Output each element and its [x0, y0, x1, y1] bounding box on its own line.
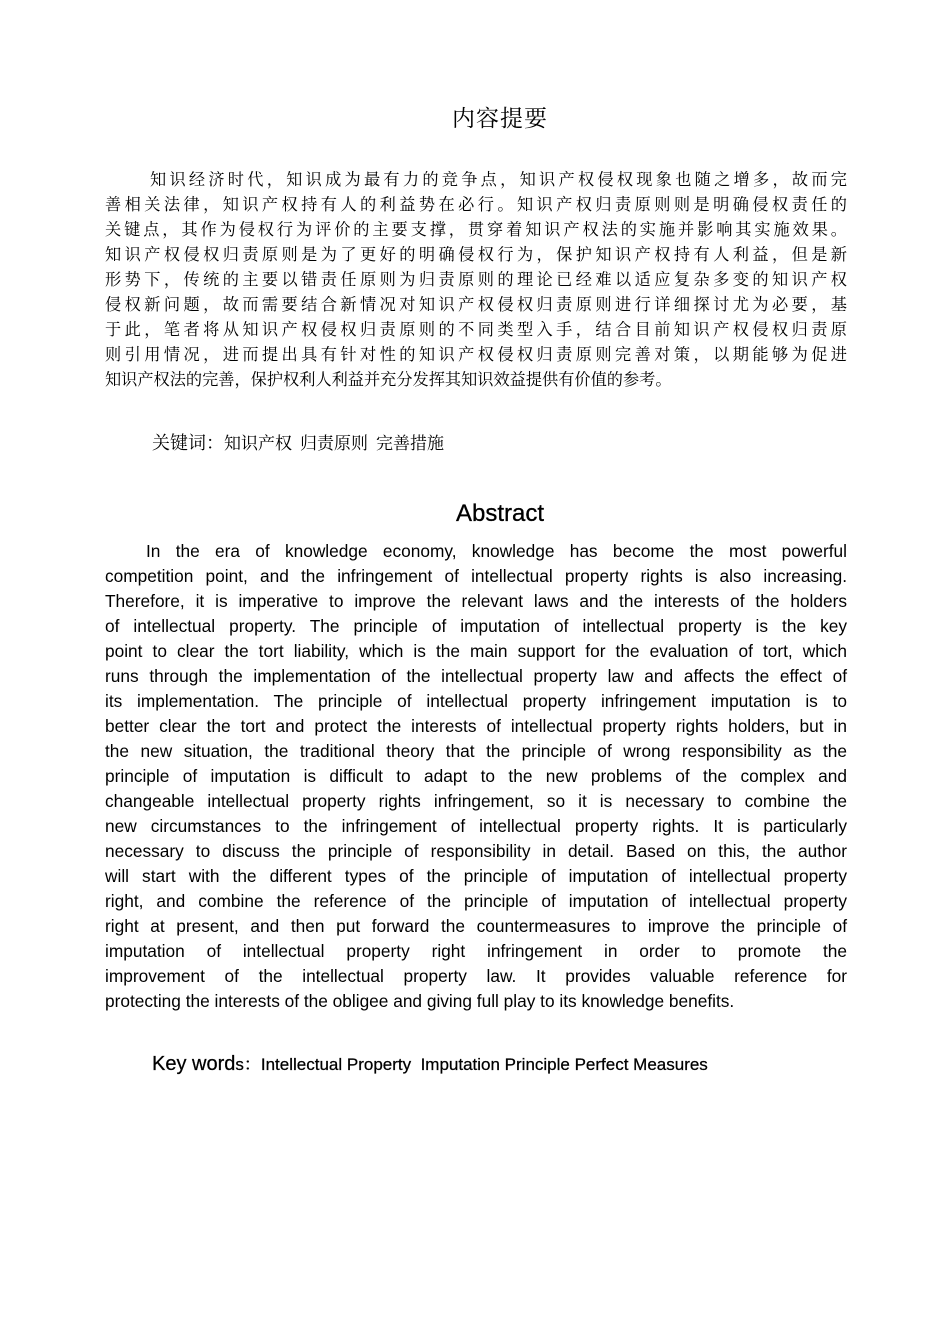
paragraph-line: the new situation, the traditional theory that the principle of wrong responsibility as the: [105, 741, 847, 761]
paragraph-line: right at present, and then put forward the countermeasures to improve the principle of: [105, 916, 847, 936]
chinese-abstract-body: [105, 167, 847, 392]
english-keywords-label-suffix: s：: [235, 1055, 261, 1074]
paragraph-line: better clear the tort and protect the interests of intellectual property rights holders, but in: [105, 716, 847, 736]
paragraph-line: protecting the interests of the obligee and giving full play to its knowledge benefits.: [105, 991, 735, 1011]
paragraph-line: right, and combine the reference of the principle of imputation of intellectual property: [105, 891, 847, 911]
paragraph-line: necessary to discuss the principle of responsibility in detail. Based on this, the author: [105, 841, 847, 861]
paragraph-line: 侵权新问题，故而需要结合新情况对知识产权侵权归责原则进行详细探讨尤为必要，基: [105, 295, 847, 314]
chinese-abstract-title: 内容提要: [452, 106, 548, 132]
chinese-keyword: 完善措施: [376, 434, 444, 454]
paragraph-line: will start with the different types of the principle of imputation of intellectual property: [105, 866, 847, 886]
paragraph-line: In the era of knowledge economy, knowledge has become the most powerful: [146, 541, 847, 561]
english-keywords-text: Intellectual Property Imputation Principle Perfect Measures: [260, 1055, 708, 1074]
paragraph-line: point to clear the tort liability, which is the main support for the evaluation of tort, which: [105, 641, 847, 661]
paragraph-line: improvement of the intellectual property law. It provides valuable reference for: [105, 966, 847, 986]
paragraph-line: 关键点，其作为侵权行为评价的主要支撑，贯穿着知识产权法的实施并影响其实施效果。: [105, 220, 847, 239]
paragraph-line: 于此，笔者将从知识产权侵权归责原则的不同类型入手，结合目前知识产权侵权归责原: [105, 320, 847, 339]
paragraph-line: changeable intellectual property rights infringement, so it is necessary to combine the: [105, 791, 847, 811]
paragraph-line: imputation of intellectual property right infringement in order to promote the: [105, 941, 847, 961]
paragraph-line: Therefore, it is imperative to improve the relevant laws and the interests of the holders: [105, 591, 847, 611]
chinese-keyword: 知识产权: [224, 434, 292, 454]
paragraph-line: 知识产权法的完善，保护权利人利益并充分发挥其知识效益提供有价值的参考。: [105, 370, 672, 389]
paragraph-line: of intellectual property. The principle of imputation of intellectual property is the key: [105, 616, 847, 636]
paragraph-line: competition point, and the infringement of intellectual property rights is also increasing.: [105, 566, 847, 586]
paragraph-line: principle of imputation is difficult to adapt to the new problems of the complex and: [105, 766, 847, 786]
paragraph-line: 知识经济时代，知识成为最有力的竞争点，知识产权侵权现象也随之增多，故而完: [150, 170, 847, 189]
paragraph-line: new circumstances to the infringement of intellectual property rights. It is particularly: [105, 816, 847, 836]
paragraph-line: 则引用情况，进而提出具有针对性的知识产权侵权归责原则完善对策，以期能够为促进: [105, 345, 847, 364]
english-abstract-title: Abstract: [455, 500, 545, 527]
english-keywords: [152, 1050, 708, 1076]
paragraph-line: 知识产权侵权归责原则是为了更好的明确侵权行为，保护知识产权持有人利益，但是新: [105, 245, 847, 264]
paragraph-line: 善相关法律，知识产权持有人的利益势在必行。知识产权归责原则则是明确侵权责任的: [105, 195, 847, 214]
english-abstract-body: [105, 539, 847, 1014]
paragraph-line: 形势下，传统的主要以错责任原则为归责原则的理论已经难以适应复杂多变的知识产权: [105, 270, 847, 289]
chinese-keyword: 归责原则: [300, 434, 368, 454]
chinese-keywords: [152, 429, 444, 455]
english-keywords-label: Key word: [152, 1053, 236, 1075]
paragraph-line: its implementation. The principle of intellectual property infringement imputation is to: [105, 691, 847, 711]
chinese-keywords-label: 关键词：: [152, 433, 224, 454]
paragraph-line: runs through the implementation of the intellectual property law and affects the effect of: [105, 666, 847, 686]
